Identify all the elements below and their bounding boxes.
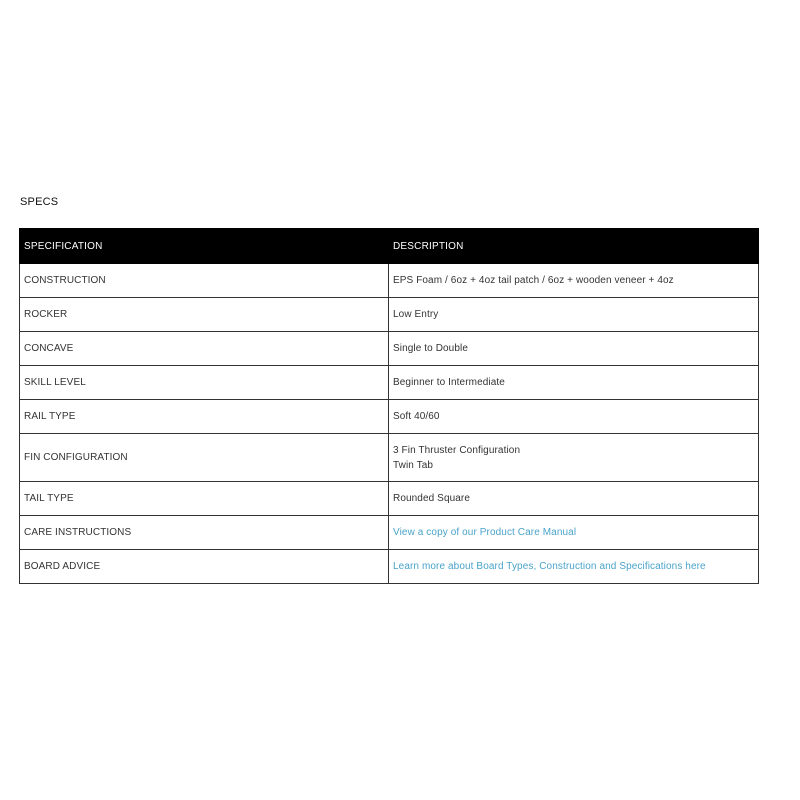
table-row xyxy=(20,516,759,550)
spec-description xyxy=(389,550,759,584)
spec-name: CONCAVE xyxy=(20,332,389,366)
spec-name: RAIL TYPE xyxy=(20,400,389,434)
table-row xyxy=(20,550,759,584)
header-description: DESCRIPTION xyxy=(389,229,759,264)
spec-description: Beginner to Intermediate xyxy=(389,366,759,400)
spec-name: TAIL TYPE xyxy=(20,482,389,516)
spec-description-line: Twin Tab xyxy=(393,459,434,471)
spec-description xyxy=(389,434,759,482)
specs-title: SPECS xyxy=(20,196,59,208)
spec-description: Soft 40/60 xyxy=(389,400,759,434)
spec-description: Low Entry xyxy=(389,298,759,332)
spec-description-line: 3 Fin Thruster Configuration xyxy=(393,444,521,456)
spec-description xyxy=(389,516,759,550)
spec-description: Rounded Square xyxy=(389,482,759,516)
spec-name: ROCKER xyxy=(20,298,389,332)
header-specification: SPECIFICATION xyxy=(20,229,389,264)
table-header-row xyxy=(20,229,759,264)
spec-name: BOARD ADVICE xyxy=(20,550,389,584)
table-row xyxy=(20,482,759,516)
spec-description: Single to Double xyxy=(389,332,759,366)
product-care-manual-link[interactable]: View a copy of our Product Care Manual xyxy=(393,527,577,538)
spec-name: SKILL LEVEL xyxy=(20,366,389,400)
spec-name: CARE INSTRUCTIONS xyxy=(20,516,389,550)
table-row xyxy=(20,332,759,366)
table-row xyxy=(20,434,759,482)
table-row xyxy=(20,400,759,434)
table-row xyxy=(20,264,759,298)
board-advice-link[interactable]: Learn more about Board Types, Construction and Specifications here xyxy=(393,561,706,572)
specs-table xyxy=(19,228,759,584)
spec-description: EPS Foam / 6oz + 4oz tail patch / 6oz + wooden veneer + 4oz xyxy=(389,264,759,298)
table-row xyxy=(20,366,759,400)
spec-name: FIN CONFIGURATION xyxy=(20,434,389,482)
table-row xyxy=(20,298,759,332)
spec-name: CONSTRUCTION xyxy=(20,264,389,298)
